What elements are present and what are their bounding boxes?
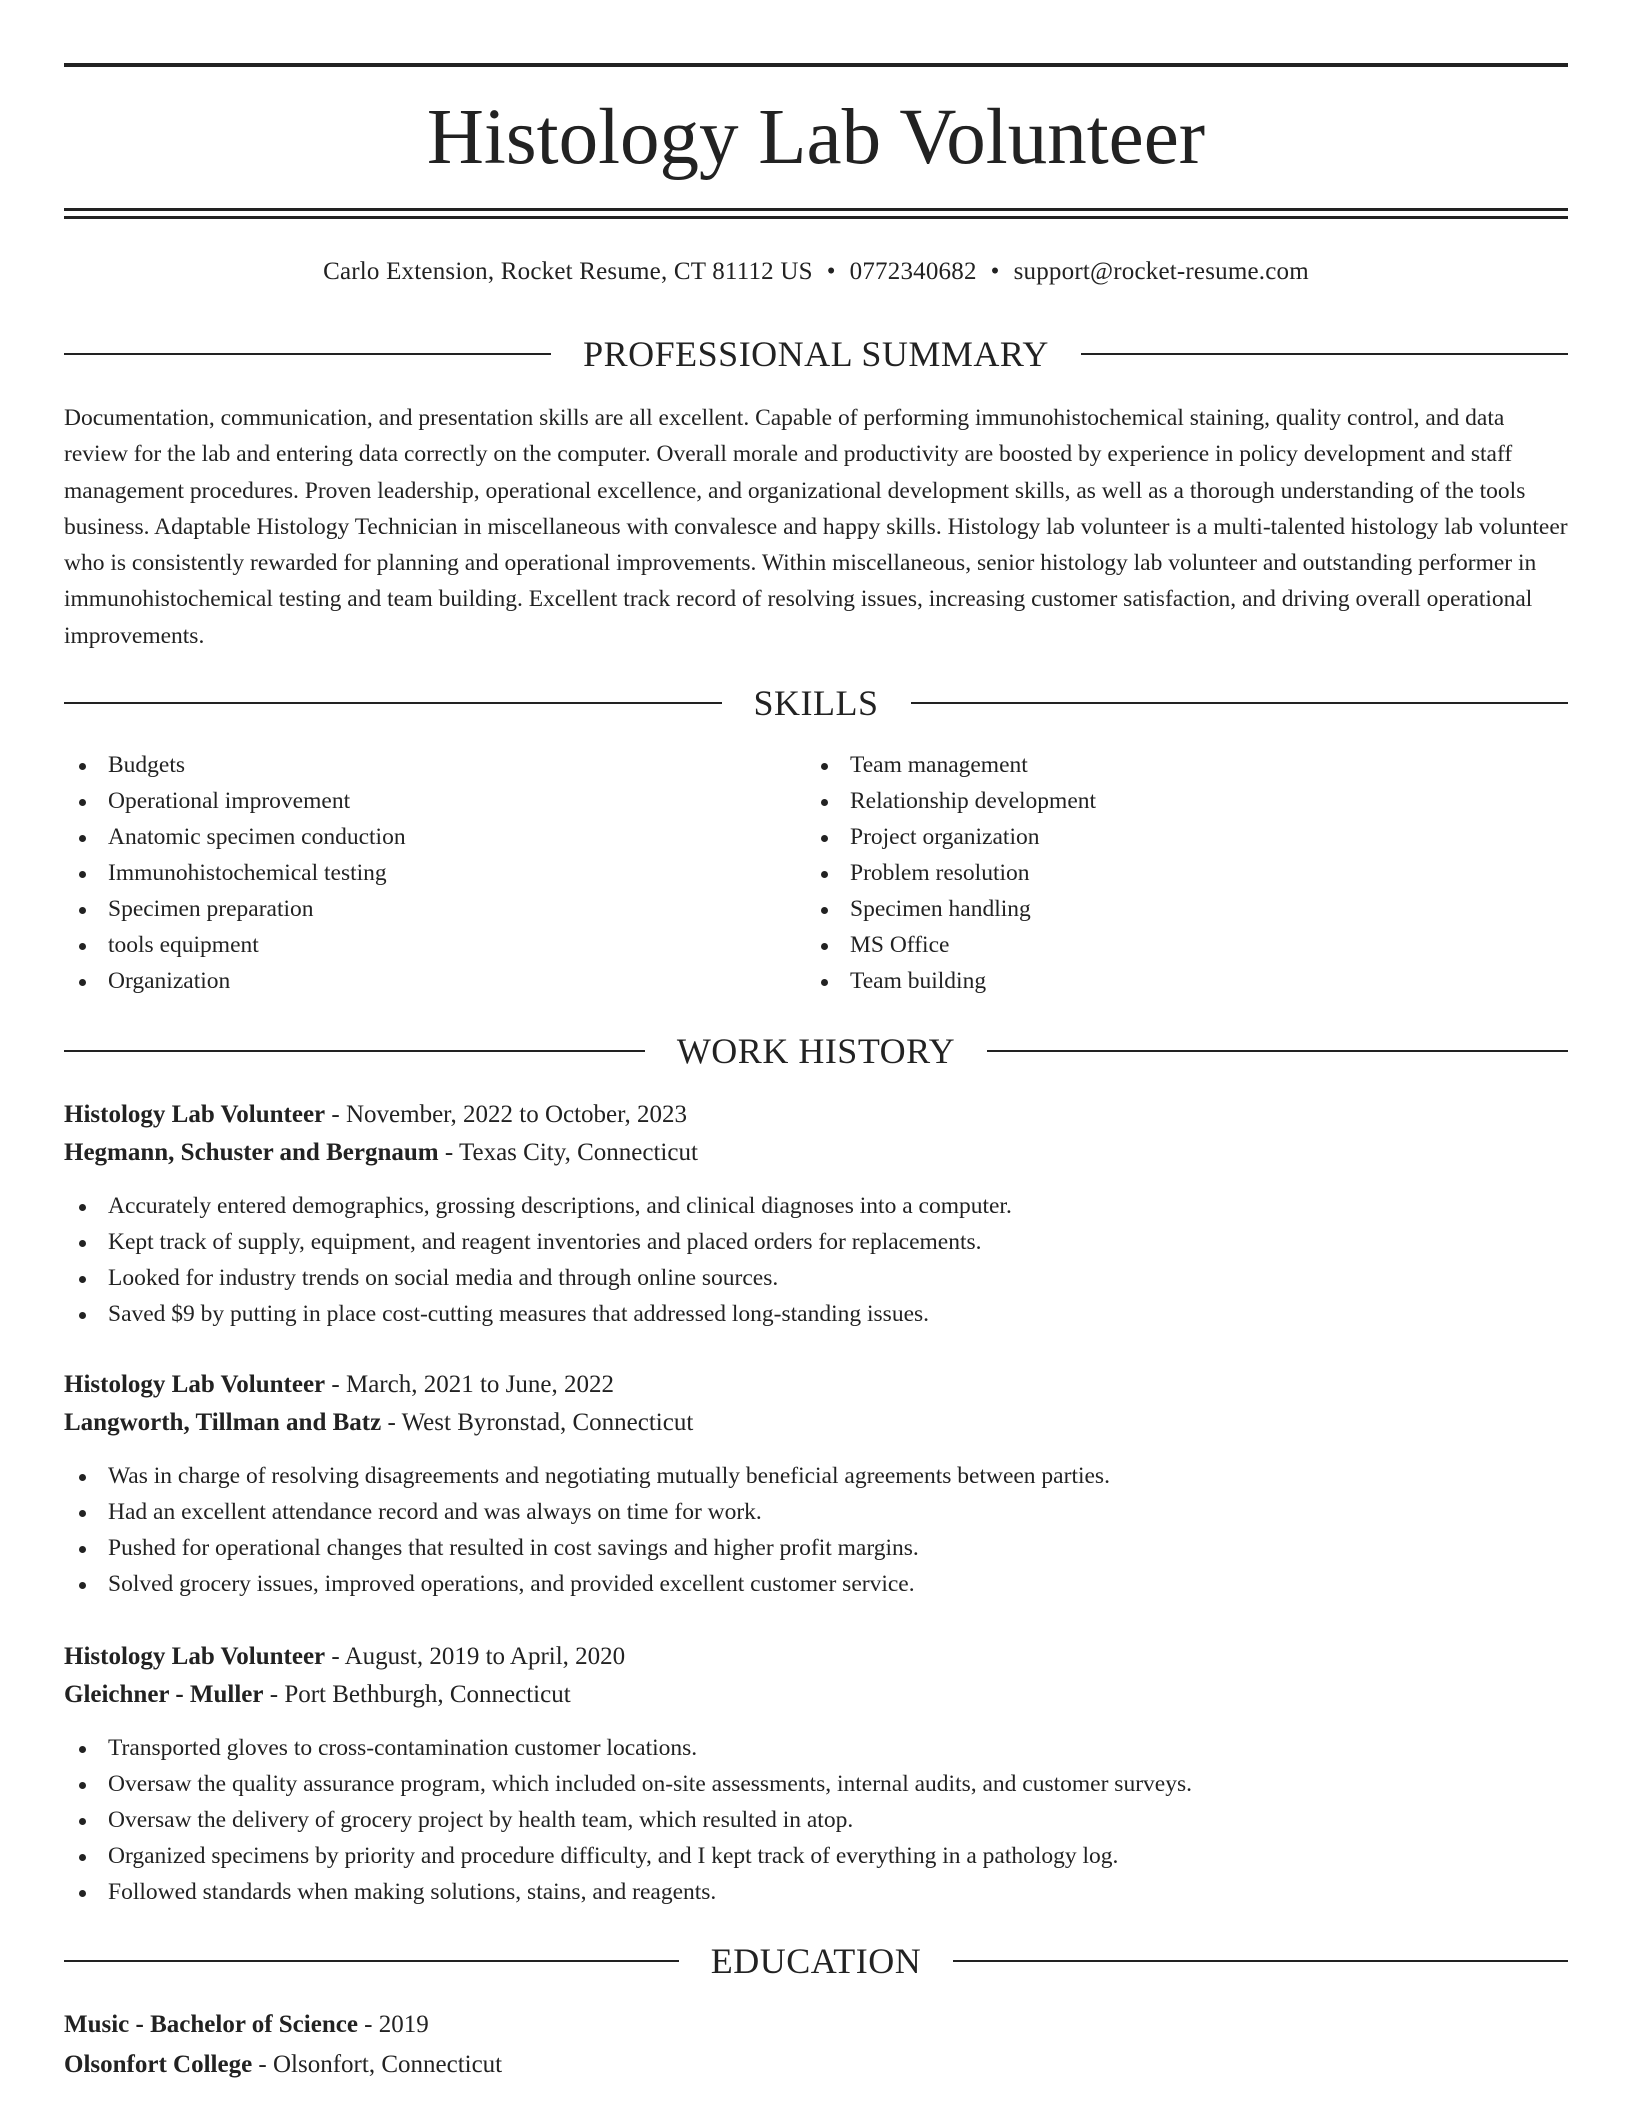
- job-entry: [64, 1366, 1568, 1602]
- job-location: - Texas City, Connecticut: [438, 1139, 698, 1166]
- job-location: - West Byronstad, Connecticut: [381, 1409, 694, 1436]
- education-entry: [64, 2005, 1568, 2085]
- job-dates: - March, 2021 to June, 2022: [325, 1371, 614, 1398]
- job-bullet: Followed standards when making solutions, stains, and reagents.: [64, 1874, 1568, 1910]
- resume-title: Histology Lab Volunteer: [426, 94, 1206, 181]
- skill-item: Project organization: [806, 819, 1546, 855]
- section-rule-left: [64, 1960, 679, 1962]
- job-bullets: [64, 1188, 1568, 1332]
- section-rule-left: [64, 702, 722, 704]
- title-rule-lower: [64, 216, 1568, 219]
- section-header-summary: [64, 332, 1568, 376]
- job-title: Histology Lab Volunteer: [64, 1643, 326, 1670]
- education-year: - 2019: [357, 2011, 429, 2038]
- job-entry: [64, 1096, 1568, 1332]
- job-bullet: Oversaw the quality assurance program, which included on-site assessments, internal audits, and customer surveys.: [64, 1766, 1568, 1802]
- job-company: Gleichner - Muller: [64, 1681, 264, 1708]
- job-title-line: [64, 1366, 1568, 1404]
- job-entry: [64, 1638, 1568, 1910]
- job-bullet: Saved $9 by putting in place cost-cutting measures that addressed long-standing issues.: [64, 1296, 1568, 1332]
- skill-item: Anatomic specimen conduction: [64, 819, 804, 855]
- job-bullet: Solved grocery issues, improved operations, and provided excellent customer service.: [64, 1566, 1568, 1602]
- job-company-line: [64, 1404, 1568, 1442]
- job-bullet: Organized specimens by priority and procedure difficulty, and I kept track of everything in a pathology log.: [64, 1838, 1568, 1874]
- job-bullet: Was in charge of resolving disagreements and negotiating mutually beneficial agreements between parties.: [64, 1458, 1568, 1494]
- job-dates: - August, 2019 to April, 2020: [325, 1643, 626, 1670]
- skill-item: Operational improvement: [64, 783, 804, 819]
- job-bullet: Had an excellent attendance record and was always on time for work.: [64, 1494, 1568, 1530]
- top-rule: [64, 63, 1568, 67]
- job-location: - Port Bethburgh, Connecticut: [263, 1681, 571, 1708]
- skill-item: Team building: [806, 963, 1546, 999]
- job-company-line: [64, 1676, 1568, 1714]
- skills-list-right: [806, 747, 1546, 999]
- contact-line: [64, 254, 1568, 290]
- section-rule-right: [953, 1960, 1568, 1962]
- job-company: Langworth, Tillman and Batz: [64, 1409, 382, 1436]
- job-bullet: Accurately entered demographics, grossing descriptions, and clinical diagnoses into a computer.: [64, 1188, 1568, 1224]
- job-company: Hegmann, Schuster and Bergnaum: [64, 1139, 439, 1166]
- section-header-work: [64, 1029, 1568, 1073]
- skill-item: Specimen preparation: [64, 891, 804, 927]
- skill-item: Team management: [806, 747, 1546, 783]
- education-degree-line: [64, 2005, 1568, 2045]
- job-dates: - November, 2022 to October, 2023: [325, 1101, 687, 1128]
- section-title-education: EDUCATION: [710, 1941, 922, 1981]
- job-bullet: Kept track of supply, equipment, and reagent inventories and placed orders for replacements.: [64, 1224, 1568, 1260]
- contact-address: Carlo Extension, Rocket Resume, CT 81112 US: [323, 258, 813, 285]
- contact-email: support@rocket-resume.com: [1013, 258, 1309, 285]
- summary-paragraph: Documentation, communication, and presentation skills are all excellent. Capable of performing immunohistochemical staining, quality control, and data review for the lab and entering data correctly on the computer. Overall morale and productivity are boosted by experience in policy development and staff management procedures. Proven leadership, operational excellence, and organizational development skills, as well as a thorough understanding of the tools business. Adaptable Histology Technician in miscellaneous with convalesce and happy skills. Histology lab volunteer is a multi-talented histology lab volunteer who is consistently rewarded for planning and operational improvements. Within miscellaneous, senior histology lab volunteer and outstanding performer in immunohistochemical testing and team building. Excellent track record of resolving issues, increasing customer satisfaction, and driving overall operational improvements.: [64, 405, 1568, 649]
- job-bullets: [64, 1458, 1568, 1602]
- job-bullet: Looked for industry trends on social media and through online sources.: [64, 1260, 1568, 1296]
- education-school: Olsonfort College: [64, 2051, 253, 2078]
- job-bullet: Oversaw the delivery of grocery project by health team, which resulted in atop.: [64, 1802, 1568, 1838]
- section-title-work: WORK HISTORY: [676, 1031, 956, 1071]
- job-title: Histology Lab Volunteer: [64, 1371, 326, 1398]
- contact-separator: •: [990, 258, 1000, 285]
- job-title-line: [64, 1638, 1568, 1676]
- section-rule-left: [64, 353, 551, 355]
- skill-item: Specimen handling: [806, 891, 1546, 927]
- section-header-skills: [64, 681, 1568, 725]
- skill-item: Problem resolution: [806, 855, 1546, 891]
- skill-item: Relationship development: [806, 783, 1546, 819]
- contact-separator: •: [826, 258, 836, 285]
- contact-phone: 0772340682: [849, 258, 977, 285]
- skill-item: MS Office: [806, 927, 1546, 963]
- section-header-education: [64, 1939, 1568, 1983]
- job-title-line: [64, 1096, 1568, 1134]
- title-rule-upper: [64, 208, 1568, 211]
- skill-item: Organization: [64, 963, 804, 999]
- section-rule-right: [987, 1050, 1568, 1052]
- section-rule-left: [64, 1050, 645, 1052]
- education-location: - Olsonfort, Connecticut: [252, 2051, 503, 2078]
- education-degree: Music - Bachelor of Science: [64, 2011, 358, 2038]
- job-company-line: [64, 1134, 1568, 1172]
- section-rule-right: [911, 702, 1569, 704]
- section-rule-right: [1081, 353, 1568, 355]
- skill-item: tools equipment: [64, 927, 804, 963]
- job-title: Histology Lab Volunteer: [64, 1101, 326, 1128]
- skill-item: Immunohistochemical testing: [64, 855, 804, 891]
- education-school-line: [64, 2045, 1568, 2085]
- skill-item: Budgets: [64, 747, 804, 783]
- job-bullet: Transported gloves to cross-contamination customer locations.: [64, 1730, 1568, 1766]
- job-bullets: [64, 1730, 1568, 1910]
- skills-list-left: [64, 747, 804, 999]
- section-title-summary: PROFESSIONAL SUMMARY: [583, 334, 1049, 374]
- job-bullet: Pushed for operational changes that resulted in cost savings and higher profit margins.: [64, 1530, 1568, 1566]
- section-title-skills: SKILLS: [753, 683, 879, 723]
